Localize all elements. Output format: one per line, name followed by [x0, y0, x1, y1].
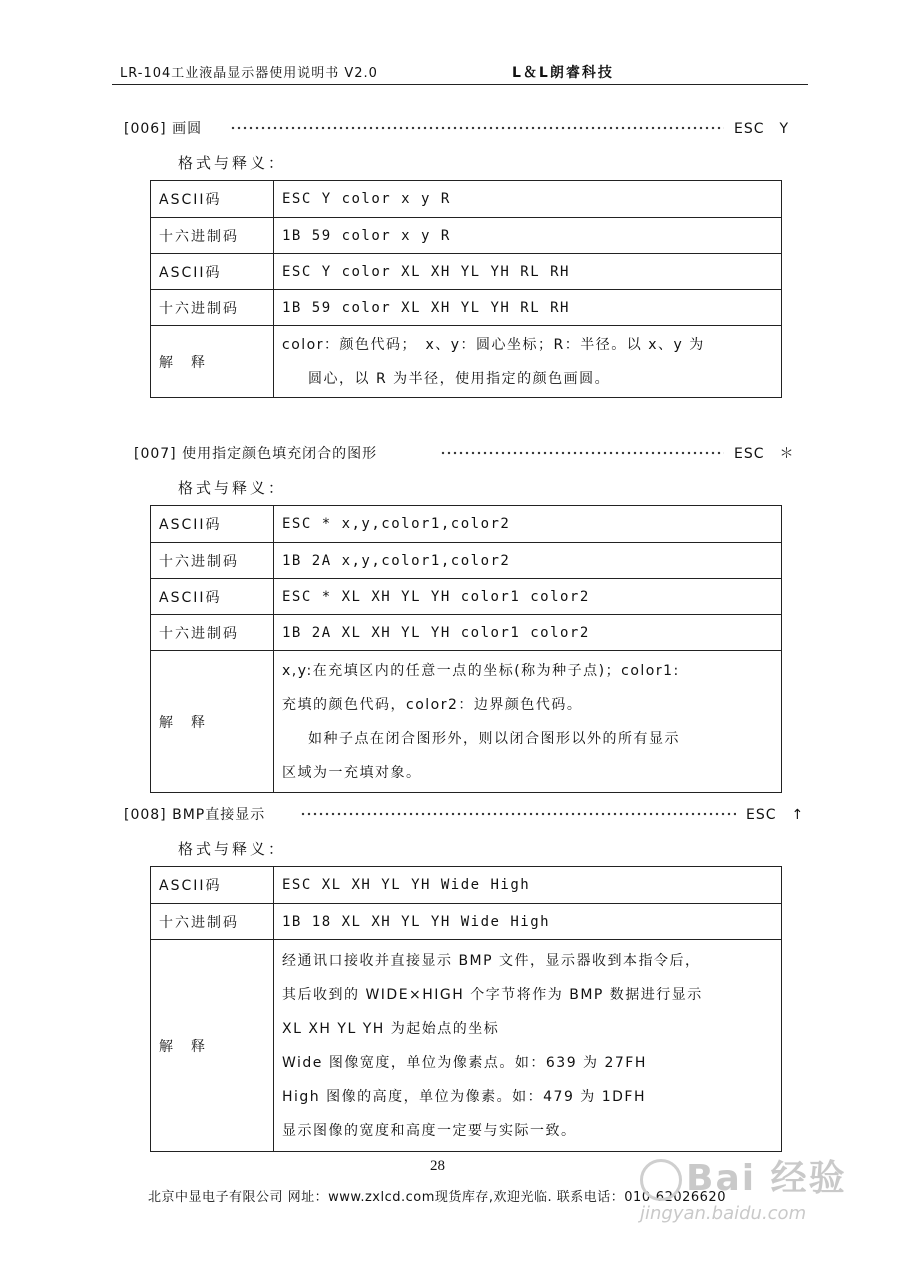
row-value: ESC XL XH YL YH Wide High	[274, 867, 782, 904]
row-value: ESC Y color x y R	[274, 181, 782, 218]
explain-line: Wide 图像宽度，单位为像素点。如：639 为 27FH	[282, 1054, 647, 1071]
table-row	[151, 867, 782, 904]
section-007-heading	[134, 443, 377, 463]
row-value: 1B 2A XL XH YL YH color1 color2	[274, 615, 782, 651]
row-value: 1B 59 color XL XH YL YH RL RH	[274, 290, 782, 326]
brand-name: L＆L朗睿科技	[512, 65, 614, 81]
explain-line: 圆心，以 R 为半径，使用指定的颜色画圆。	[308, 370, 611, 387]
section-title: 画圆	[172, 121, 203, 137]
row-key: 十六进制码	[151, 543, 274, 579]
table-row	[151, 506, 782, 543]
section-id: [007]	[134, 446, 177, 462]
row-value: 1B 18 XL XH YL YH Wide High	[274, 904, 782, 940]
command-table-008	[150, 866, 782, 1152]
table-row-explain	[151, 651, 782, 793]
explain-line: color：颜色代码； x、y：圆心坐标；R：半径。以 x、y 为	[282, 336, 705, 353]
explain-key: 解 释	[151, 940, 274, 1152]
table-row	[151, 904, 782, 940]
explain-key: 解 释	[151, 326, 274, 398]
format-label: 格式与释义：	[178, 840, 287, 858]
section-esc-code: ESC ＊	[734, 446, 795, 462]
watermark-url: jingyan.baidu.com	[640, 1203, 807, 1224]
explain-line: 充填的颜色代码，color2：边界颜色代码。	[282, 696, 583, 713]
section-006-heading	[124, 118, 202, 138]
explain-text	[274, 940, 782, 1152]
row-key: 十六进制码	[151, 290, 274, 326]
explain-line: 如种子点在闭合图形外，则以闭合图形以外的所有显示	[308, 730, 680, 747]
row-key: 十六进制码	[151, 904, 274, 940]
explain-line: x,y:在充填区内的任意一点的坐标(称为种子点)；color1:	[282, 662, 680, 679]
format-label: 格式与释义：	[178, 479, 287, 497]
table-row	[151, 543, 782, 579]
table-row	[151, 218, 782, 254]
section-id: [006]	[124, 121, 167, 137]
row-key: ASCII码	[151, 254, 274, 290]
row-value: ESC * XL XH YL YH color1 color2	[274, 579, 782, 615]
command-table-006	[150, 180, 782, 398]
document-title: LR-104工业液晶显示器使用说明书 V2.0	[120, 66, 378, 81]
table-row	[151, 290, 782, 326]
row-value: 1B 59 color x y R	[274, 218, 782, 254]
leader-dots	[300, 812, 736, 816]
row-key: ASCII码	[151, 867, 274, 904]
section-008-heading	[124, 804, 265, 824]
format-label: 格式与释义：	[178, 154, 287, 172]
explain-text	[274, 326, 782, 398]
table-row	[151, 615, 782, 651]
explain-line: 显示图像的宽度和高度一定要与实际一致。	[282, 1122, 577, 1139]
paw-icon	[640, 1159, 682, 1201]
row-value: ESC Y color XL XH YL YH RL RH	[274, 254, 782, 290]
table-row-explain	[151, 940, 782, 1152]
table-row	[151, 579, 782, 615]
explain-line: High 图像的高度，单位为像素。如：479 为 1DFH	[282, 1088, 647, 1105]
row-key: 十六进制码	[151, 218, 274, 254]
watermark-logo-text: Bai 经验	[686, 1158, 847, 1199]
explain-line: 区域为一充填对象。	[282, 764, 422, 781]
page-number: 28	[430, 1158, 445, 1174]
header-divider	[112, 84, 808, 85]
row-key: ASCII码	[151, 181, 274, 218]
row-value: 1B 2A x,y,color1,color2	[274, 543, 782, 579]
explain-line: 经通讯口接收并直接显示 BMP 文件，显示器收到本指令后，	[282, 952, 701, 969]
explain-text	[274, 651, 782, 793]
section-esc-code: ESC Y	[734, 121, 790, 137]
command-table-007	[150, 505, 782, 793]
row-value: ESC * x,y,color1,color2	[274, 506, 782, 543]
section-esc-code: ESC ↑	[746, 807, 805, 823]
explain-line: XL XH YL YH 为起始点的坐标	[282, 1020, 500, 1037]
section-id: [008]	[124, 807, 167, 823]
watermark-logo	[640, 1150, 847, 1201]
table-row	[151, 254, 782, 290]
explain-key: 解 释	[151, 651, 274, 793]
explain-line: 其后收到的 WIDE×HIGH 个字节将作为 BMP 数据进行显示	[282, 986, 703, 1003]
footer-contact: 北京中显电子有限公司 网址：www.zxlcd.com现货库存,欢迎光临. 联系电话：010-62026620	[148, 1190, 726, 1205]
row-key: 十六进制码	[151, 615, 274, 651]
leader-dots	[440, 451, 724, 455]
table-row-explain	[151, 326, 782, 398]
watermark	[640, 1150, 847, 1224]
table-row	[151, 181, 782, 218]
section-title: BMP直接显示	[172, 807, 266, 823]
section-title: 使用指定颜色填充闭合的图形	[182, 446, 378, 462]
row-key: ASCII码	[151, 579, 274, 615]
row-key: ASCII码	[151, 506, 274, 543]
leader-dots	[230, 126, 724, 130]
